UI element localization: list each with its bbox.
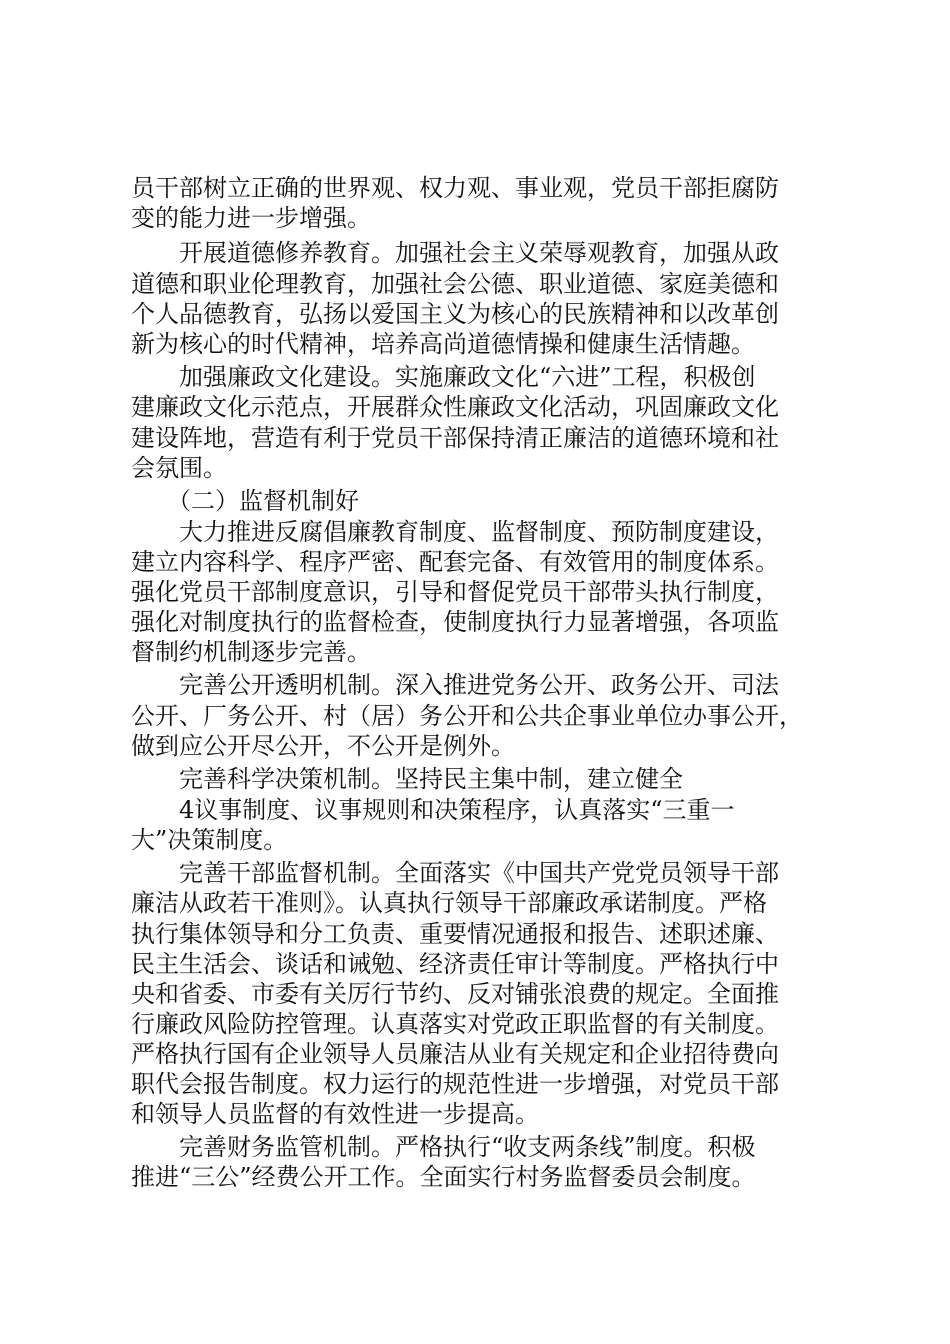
text-line: 职代会报告制度。权力运行的规范性进一步增强，对党员干部 bbox=[131, 1070, 779, 1098]
paragraph-start: 大力推进反腐倡廉教育制度、监督制度、预防制度建设， bbox=[131, 518, 779, 546]
text-line: 大”决策制度。 bbox=[131, 826, 288, 854]
text-line: 建立内容科学、程序严密、配套完备、有效管用的制度体系。 bbox=[131, 548, 779, 576]
text-line: 建廉政文化示范点，开展群众性廉政文化活动，巩固廉政文化 bbox=[131, 393, 779, 421]
text-line: 强化对制度执行的监督检查，使制度执行力显著增强，各项监 bbox=[131, 608, 779, 636]
text-line: 变的能力进一步增强。 bbox=[131, 204, 371, 232]
text-line: 道德和职业伦理教育，加强社会公德、职业道德、家庭美德和 bbox=[131, 270, 779, 298]
section-heading: （二）监督机制好 bbox=[131, 487, 359, 515]
text-line: 和领导人员监督的有效性进一步提高。 bbox=[131, 1100, 539, 1128]
paragraph-start: 4议事制度、议事规则和决策程序，认真落实“三重一 bbox=[131, 796, 735, 824]
text-line: 行廉政风险防控管理。认真落实对党政正职监督的有关制度。 bbox=[131, 1010, 779, 1038]
paragraph-start: 开展道德修养教育。加强社会主义荣辱观教育，加强从政 bbox=[131, 239, 779, 267]
text-line: 央和省委、市委有关厉行节约、反对铺张浪费的规定。全面推 bbox=[131, 980, 779, 1008]
text-line: 建设阵地，营造有利于党员干部保持清正廉洁的道德环境和社 bbox=[131, 424, 779, 452]
paragraph-start: 完善干部监督机制。全面落实《中国共产党党员领导干部 bbox=[131, 859, 779, 887]
text-line: 员干部树立正确的世界观、权力观、事业观，党员干部拒腐防 bbox=[131, 174, 779, 202]
paragraph-start: 完善公开透明机制。深入推进党务公开、政务公开、司法 bbox=[131, 671, 779, 699]
text-line: 执行集体领导和分工负责、重要情况通报和报告、述职述廉、 bbox=[131, 920, 779, 948]
text-line: 严格执行国有企业领导人员廉洁从业有关规定和企业招待费向 bbox=[131, 1040, 779, 1068]
text-line: 会氛围。 bbox=[131, 454, 227, 482]
text-line: 个人品德教育，弘扬以爱国主义为核心的民族精神和以改革创 bbox=[131, 300, 779, 328]
text-line: 民主生活会、谈话和诫勉、经济责任审计等制度。严格执行中 bbox=[131, 950, 779, 978]
paragraph-start: 完善财务监管机制。严格执行“收支两条线”制度。积极 bbox=[131, 1133, 756, 1161]
text-line: 推进“三公”经费公开工作。全面实行村务监督委员会制度。 bbox=[131, 1163, 756, 1191]
paragraph-start: 完善科学决策机制。坚持民主集中制，建立健全 bbox=[131, 765, 683, 793]
text-line: 公开、厂务公开、村（居）务公开和公共企事业单位办事公开， bbox=[131, 702, 803, 730]
paragraph-start: 加强廉政文化建设。实施廉政文化“六进”工程，积极创 bbox=[131, 363, 756, 391]
text-line: 廉洁从政若干准则》。认真执行领导干部廉政承诺制度。严格 bbox=[131, 889, 767, 917]
text-line: 做到应公开尽公开，不公开是例外。 bbox=[131, 732, 515, 760]
text-line: 督制约机制逐步完善。 bbox=[131, 638, 371, 666]
text-line: 强化党员干部制度意识，引导和督促党员干部带头执行制度， bbox=[131, 578, 779, 606]
text-line: 新为核心的时代精神，培养高尚道德情操和健康生活情趣。 bbox=[131, 330, 755, 358]
